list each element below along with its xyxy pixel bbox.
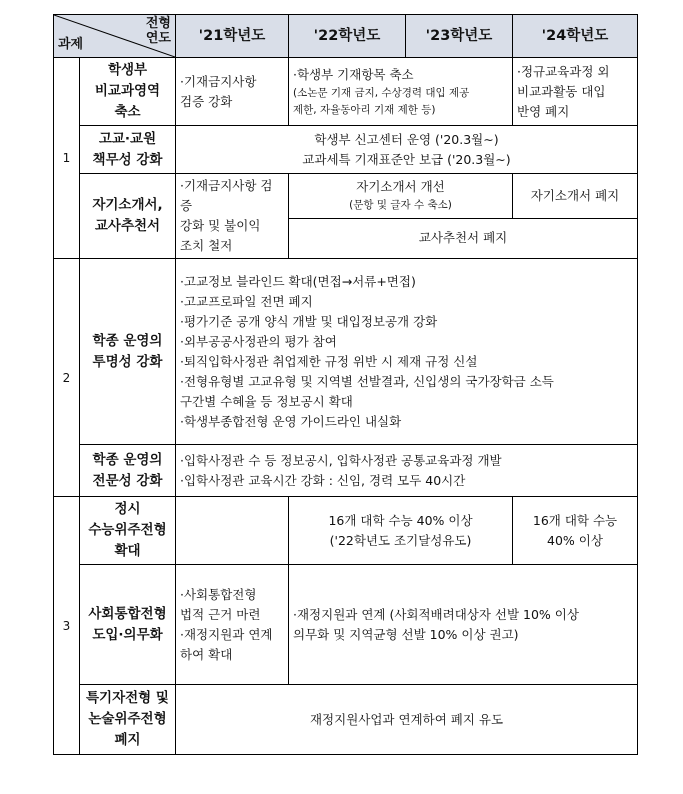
r1-sub-text: (소논문 기재 금지, 수상경력 대입 제공 제한, 자율동아리 기재 제한 등) <box>293 86 470 116</box>
header-row <box>54 15 638 58</box>
task-special-talent: 특기자전형 및 논술위주전형 폐지 <box>80 685 176 755</box>
cell-r3-2021: ·기재금지사항 검증 강화 및 불이익 조치 철저 <box>176 174 289 259</box>
r5-item: ·입학사정관 교육시간 강화 : 신임, 경력 모두 40시간 <box>180 472 466 488</box>
r4-item: ·고교정보 블라인드 확대(면접→서류+면접) <box>180 273 416 289</box>
row-accountability <box>54 126 638 174</box>
task-expertise: 학종 운영의 전문성 강화 <box>80 445 176 497</box>
year-label: 전형 연도 <box>145 16 171 46</box>
cell-r2-all-years <box>176 126 638 174</box>
r4-item: ·평가기준 공개 양식 개발 및 대입정보공개 강화 <box>180 313 438 329</box>
cell-r8-all-years: 재정지원사업과 연계하여 폐지 유도 <box>176 685 638 755</box>
cell-r3-teacher-rec: 교사추천서 폐지 <box>289 218 638 258</box>
r4-item: ·학생부종합전형 운영 가이드라인 내실화 <box>180 413 402 429</box>
row-transparency <box>54 259 638 445</box>
r3-main-text: 자기소개서 개선 <box>356 179 445 195</box>
cell-r1-2024: ·정규교육과정 외 비교과활동 대입 반영 폐지 <box>513 58 638 126</box>
cell-r4-all-years <box>176 259 638 445</box>
year-2024: '24학년도 <box>513 15 638 58</box>
row-regular-admission <box>54 497 638 565</box>
cell-r7-2022-2024: ·재정지원과 연계 (사회적배려대상자 선발 10% 이상 의무화 및 지역균형 선발 10% 이상 권고) <box>289 565 638 685</box>
group-number-3: 3 <box>54 497 80 755</box>
cell-r3-2024: 자기소개서 폐지 <box>513 174 638 219</box>
task-social-integration: 사회통합전형 도입·의무화 <box>80 565 176 685</box>
cell-r6-2021-empty <box>176 497 289 565</box>
r2-line-1: 학생부 신고센터 운영 ('20.3월∼) <box>314 131 499 147</box>
r3-sub-text: (문항 및 글자 수 축소) <box>349 199 452 212</box>
task-accountability: 고교·교원 책무성 강화 <box>80 126 176 174</box>
group-number-2: 2 <box>54 259 80 497</box>
row-special-talent <box>54 685 638 755</box>
r4-item: ·퇴직입학사정관 취업제한 규정 위반 시 제재 규정 신설 <box>180 353 478 369</box>
row-school-record <box>54 58 638 126</box>
cell-r1-2022-2023 <box>289 58 513 126</box>
reform-table <box>53 14 638 755</box>
header-corner-cell <box>54 15 176 58</box>
task-label: 과제 <box>58 37 84 52</box>
task-regular-admission: 정시 수능위주전형 확대 <box>80 497 176 565</box>
task-self-intro: 자기소개서, 교사추천서 <box>80 174 176 259</box>
cell-r3-2022-2023 <box>289 174 513 219</box>
r4-item: ·고교프로파일 전면 폐지 <box>180 293 313 309</box>
cell-r5-all-years <box>176 445 638 497</box>
year-2021: '21학년도 <box>176 15 289 58</box>
row-social-integration <box>54 565 638 685</box>
cell-r6-2024: 16개 대학 수능 40% 이상 <box>513 497 638 565</box>
year-2023: '23학년도 <box>406 15 513 58</box>
cell-r6-2022-2023: 16개 대학 수능 40% 이상 ('22학년도 조기달성유도) <box>289 497 513 565</box>
r4-item: ·외부공공사정관의 평가 참여 <box>180 333 337 349</box>
r5-item: ·입학사정관 수 등 정보공시, 입학사정관 공통교육과정 개발 <box>180 452 502 468</box>
group-number-1: 1 <box>54 58 80 259</box>
r4-item: ·전형유형별 고교유형 및 지역별 선발결과, 신입생의 국가장학금 소득 구간별 수혜율 등 정보공시 확대 <box>180 373 554 409</box>
cell-r1-2021: ·기재금지사항 검증 강화 <box>176 58 289 126</box>
r2-line-2: 교과세특 기재표준안 보급 ('20.3월∼) <box>302 151 511 167</box>
task-transparency: 학종 운영의 투명성 강화 <box>80 259 176 445</box>
row-expertise <box>54 445 638 497</box>
year-2022: '22학년도 <box>289 15 406 58</box>
row-self-intro-a <box>54 174 638 219</box>
r1-main-text: ·학생부 기재항목 축소 <box>293 66 414 82</box>
cell-r7-2021: ·사회통합전형 법적 근거 마련 ·재정지원과 연계 하여 확대 <box>176 565 289 685</box>
task-school-record: 학생부 비교과영역 축소 <box>80 58 176 126</box>
